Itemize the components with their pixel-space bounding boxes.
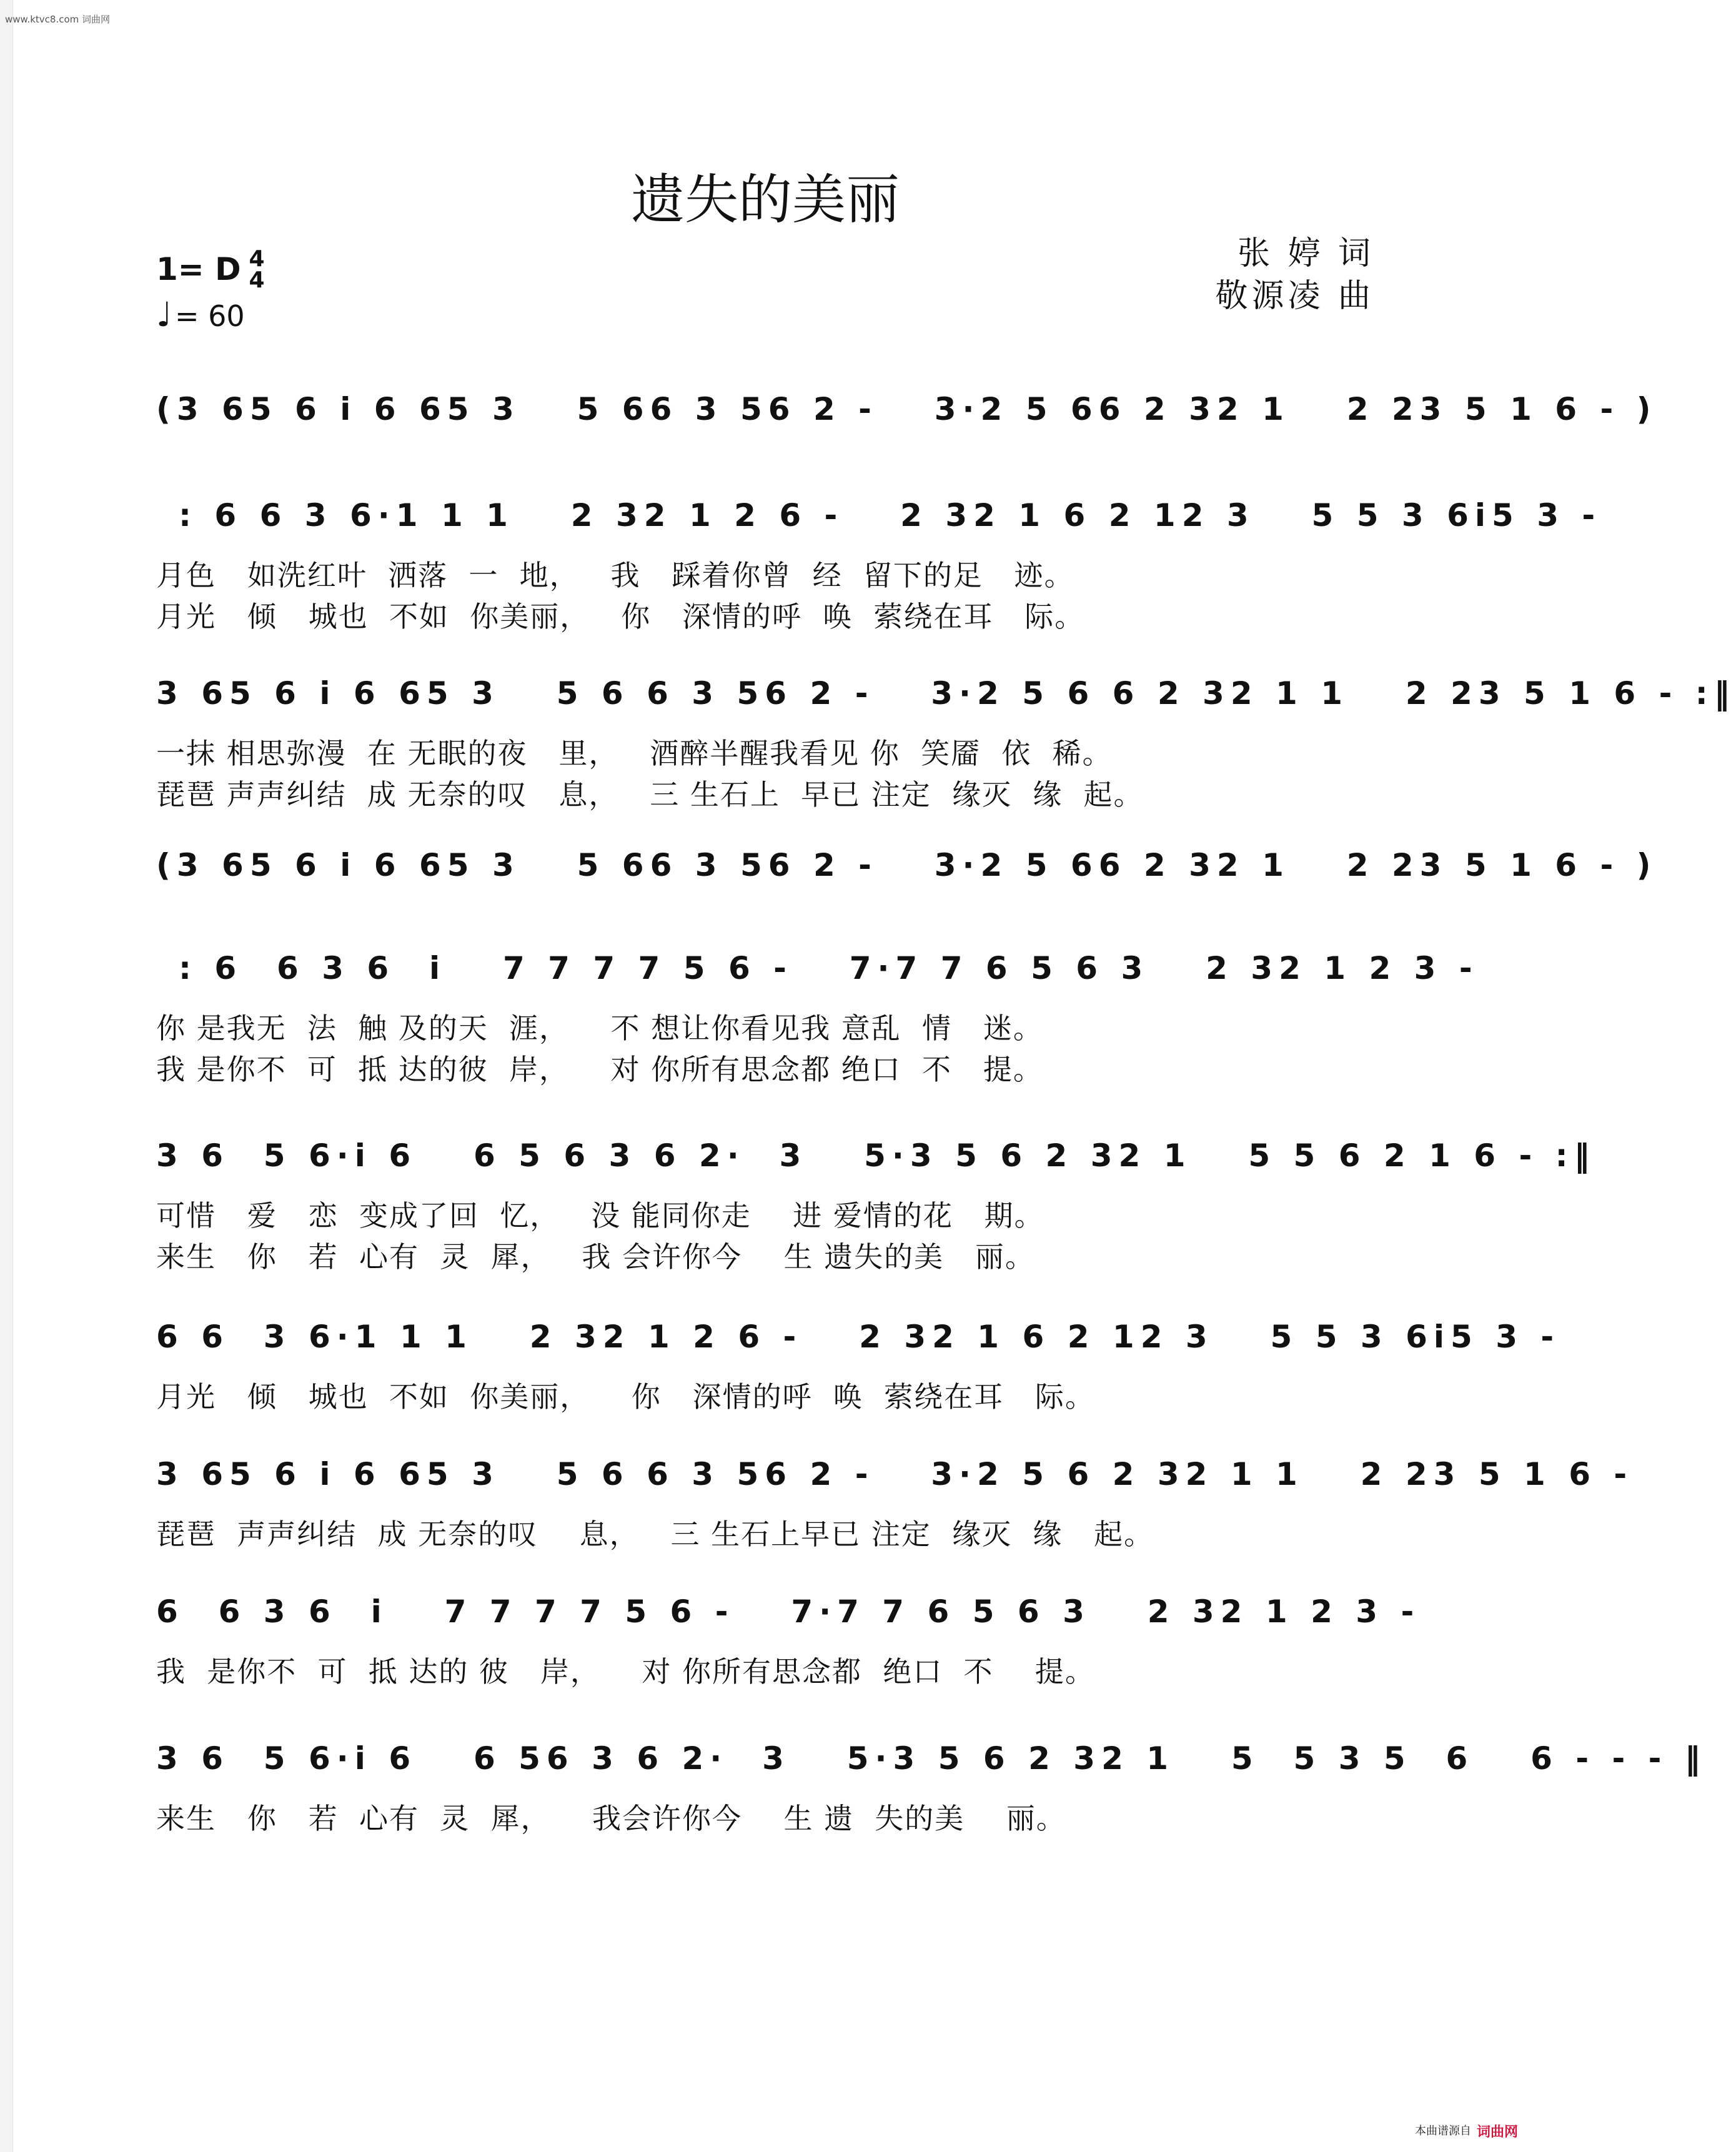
measure: 6 6 3 6 i — [156, 1594, 405, 1630]
lyric-line: 月色 如洗红叶 洒落 一 地， 我 踩着你曾 经 留下的足 迹。 — [156, 558, 1074, 592]
notation-line — [156, 668, 1736, 718]
lyric-line: 一抹 相思弥漫 在 无眠的夜 里， 酒醉半醒我看见 你 笑靥 依 稀。 — [156, 736, 1113, 770]
site-url[interactable]: www.ktvc8.com 词曲网 — [5, 14, 111, 25]
notation-line — [156, 1449, 1650, 1499]
notation-line — [156, 490, 1619, 540]
lyricist-credit: 张 婷 词 — [1237, 235, 1374, 272]
measure: 2 32 1 2 6 - — [512, 1319, 820, 1355]
notation-line — [156, 1131, 1596, 1181]
notation-line — [156, 840, 1657, 890]
measure: 3 6 5 6·i 6 — [156, 1138, 434, 1174]
measure: 5 5 3 5 6 — [1214, 1740, 1491, 1777]
notation-line — [156, 1587, 1437, 1637]
measure: 2 23 5 1 6 - — [1343, 1456, 1650, 1492]
measure: 2 32 1 6 2 12 3 — [841, 1319, 1231, 1355]
measure: 5 5 6 2 1 6 - :‖ — [1231, 1138, 1596, 1174]
measure: : 6 6 3 6·1 1 1 — [179, 497, 532, 533]
measure: (3 65 6 i 6 65 3 — [156, 391, 538, 427]
key-signature: 1= D — [156, 251, 241, 287]
notation-line — [156, 1312, 1577, 1362]
measure: 3·2 5 66 2 32 1 — [917, 847, 1307, 883]
time-signature-top: 4 — [249, 246, 265, 272]
measure: 2 32 1 2 6 - — [553, 497, 861, 533]
notation-line — [156, 384, 1657, 434]
footer-source-note: 本曲谱源自 — [1415, 2125, 1471, 2138]
measure: 2 32 1 2 3 - — [1130, 1594, 1437, 1630]
measure: 6 56 3 6 2· 3 — [456, 1740, 808, 1777]
measure: 3 65 6 i 6 65 3 — [156, 1456, 517, 1492]
song-title: 遗失的美丽 — [631, 169, 900, 231]
time-signature-bottom: 4 — [249, 267, 265, 293]
measure: 5 5 3 6i5 3 - — [1294, 497, 1619, 533]
tempo-value: = 60 — [175, 299, 245, 333]
notation-line — [156, 943, 1496, 993]
lyric-line: 来生 你 若 心有 灵 犀， 我会许你今 生 遗 失的美 丽。 — [156, 1802, 1066, 1835]
margin-strip — [0, 0, 13, 2152]
measure: 3 6 5 6·i 6 — [156, 1740, 434, 1777]
measure: 3 65 6 i 6 65 3 — [156, 675, 517, 712]
lyric-line: 琵琶 声声纠结 成 无奈的叹 息， 三 生石上早已 注定 缘灭 缘 起。 — [156, 1517, 1154, 1551]
notation-line — [156, 1733, 1707, 1783]
measure: 3·2 5 6 6 2 32 1 1 — [913, 675, 1366, 712]
measure: 2 23 5 1 6 - :‖ — [1388, 675, 1736, 712]
measure: 5 6 6 3 56 2 - — [539, 675, 891, 712]
quarter-note-icon: ♩ — [156, 295, 172, 334]
lyric-line: 琵琶 声声纠结 成 无奈的叹 息， 三 生石上 早已 注定 缘灭 缘 起。 — [156, 778, 1144, 811]
measure: 7·7 7 6 5 6 3 — [773, 1594, 1108, 1630]
measure: 5 66 3 56 2 - — [560, 847, 895, 883]
lyric-line: 你 是我无 法 触 及的天 涯， 不 想让你看见我 意乱 情 迷。 — [156, 1011, 1043, 1045]
footer-logo[interactable]: 词曲网 — [1476, 2125, 1518, 2140]
measure: 5·3 5 6 2 32 1 — [846, 1138, 1209, 1174]
measure: 5 5 3 6i5 3 - — [1253, 1319, 1577, 1355]
measure: 7 7 7 7 5 6 - — [485, 950, 810, 986]
lyric-line: 月光 倾 城也 不如 你美丽， 你 深情的呼 唤 萦绕在耳 际。 — [156, 1380, 1095, 1414]
measure: 3·2 5 6 2 32 1 1 — [913, 1456, 1321, 1492]
measure: (3 65 6 i 6 65 3 — [156, 847, 538, 883]
measure: 2 32 1 2 3 - — [1188, 950, 1496, 986]
measure: 7 7 7 7 5 6 - — [427, 1594, 751, 1630]
lyric-line: 月光 倾 城也 不如 你美丽， 你 深情的呼 唤 萦绕在耳 际。 — [156, 600, 1085, 633]
measure: 2 32 1 6 2 12 3 — [883, 497, 1272, 533]
measure: 7·7 7 6 5 6 3 — [832, 950, 1166, 986]
measure: 6 6 3 6·1 1 1 — [156, 1319, 490, 1355]
measure: 5 66 3 56 2 - — [560, 391, 895, 427]
composer-credit: 敬源凌 曲 — [1215, 277, 1374, 315]
measure: 3·2 5 66 2 32 1 — [917, 391, 1307, 427]
credits — [1215, 232, 1374, 317]
lyric-line: 我 是你不 可 抵 达的 彼 岸， 对 你所有思念都 绝口 不 提。 — [156, 1655, 1095, 1688]
measure: 6 5 6 3 6 2· 3 — [456, 1138, 825, 1174]
time-signature — [241, 246, 272, 293]
tempo-marking — [156, 295, 245, 334]
lyric-line: 我 是你不 可 抵 达的彼 岸， 对 你所有思念都 绝口 不 提。 — [156, 1053, 1043, 1086]
measure: 5 6 6 3 56 2 - — [539, 1456, 891, 1492]
measure: 2 23 5 1 6 - ) — [1329, 391, 1657, 427]
measure: 6 - - - ‖ — [1513, 1740, 1707, 1777]
measure: 2 23 5 1 6 - ) — [1329, 847, 1657, 883]
measure: : 6 6 3 6 i — [179, 950, 464, 986]
measure: 5·3 5 6 2 32 1 — [830, 1740, 1192, 1777]
lyric-line: 来生 你 若 心有 灵 犀， 我 会许你今 生 遗失的美 丽。 — [156, 1240, 1035, 1274]
lyric-line: 可惜 爱 恋 变成了回 忆， 没 能同你走 进 爱情的花 期。 — [156, 1199, 1044, 1232]
